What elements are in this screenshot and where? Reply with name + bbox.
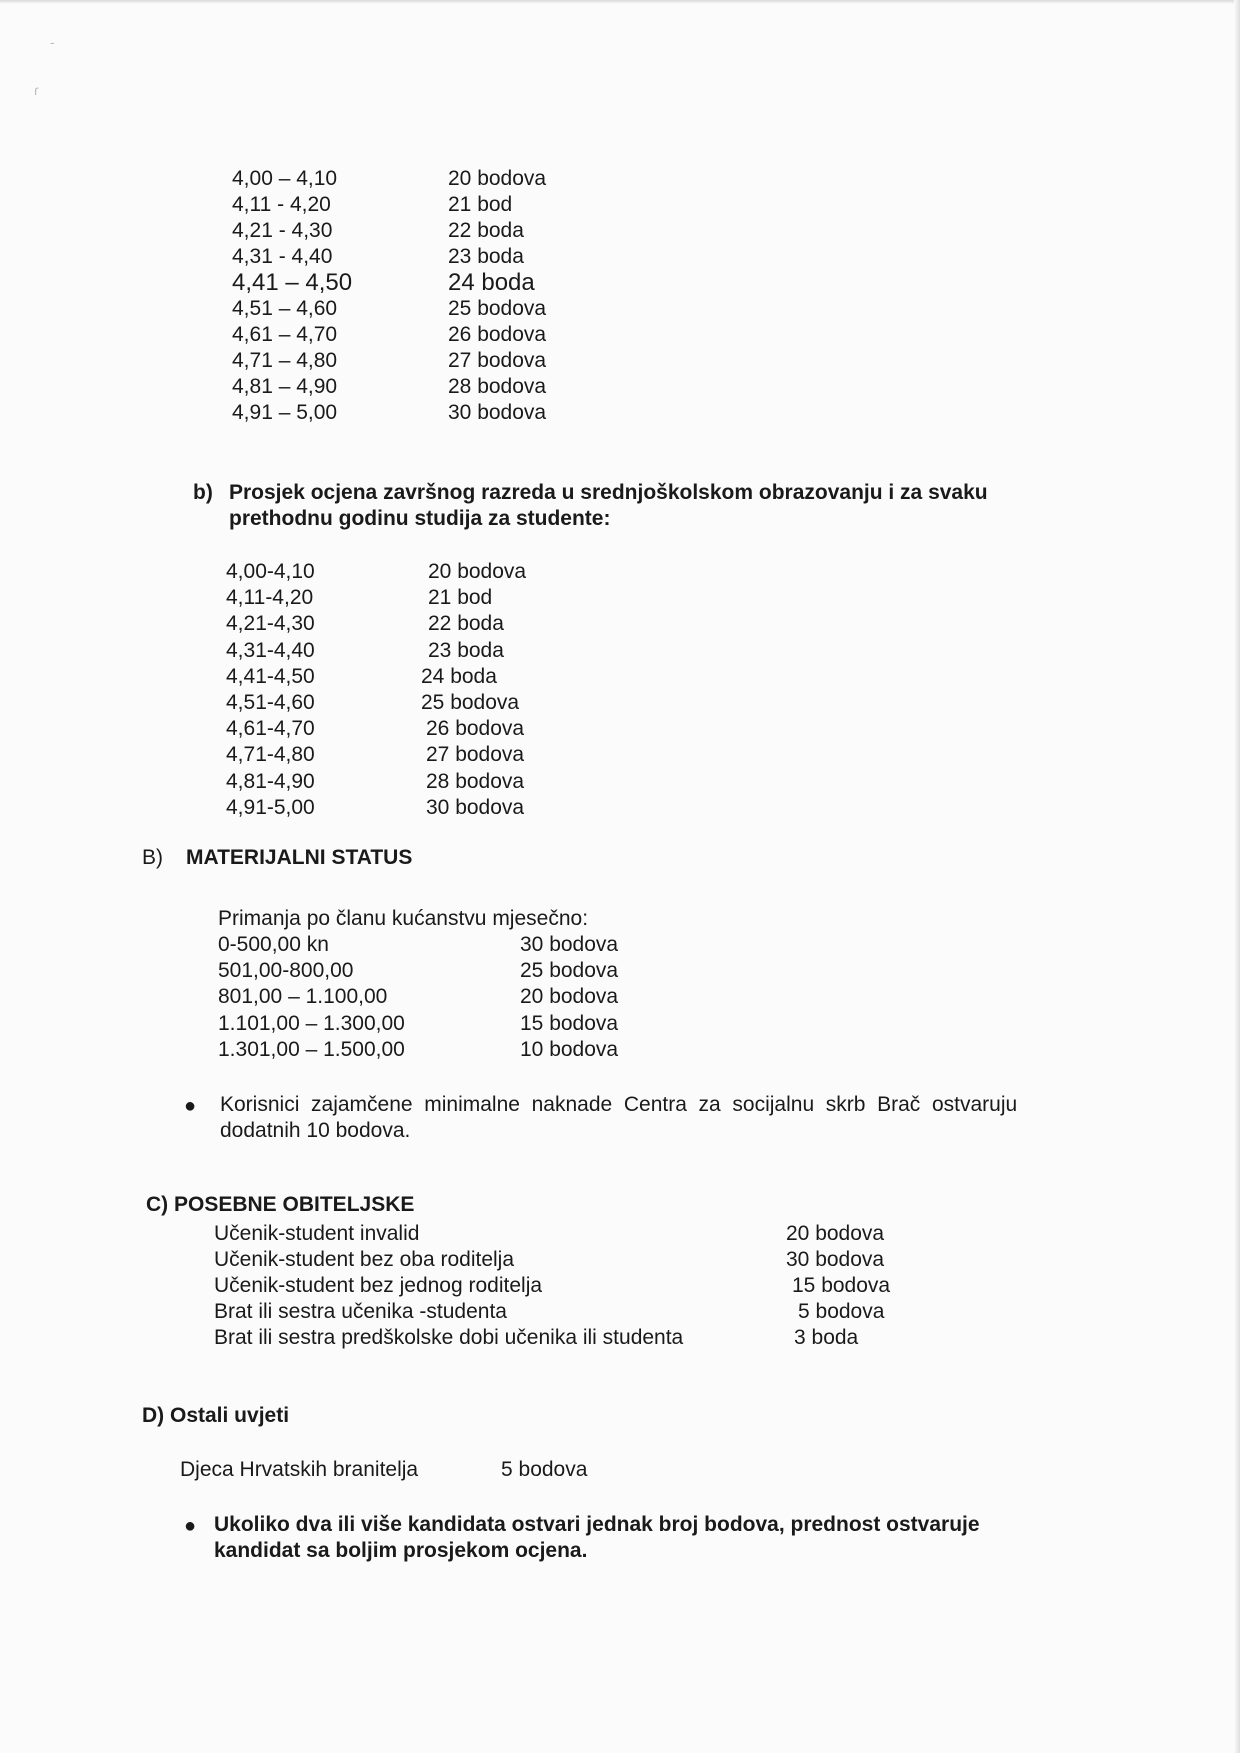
section-D-bullet-text [214,1512,1094,1564]
scan-edge-right [1234,0,1240,1753]
row-points: 22 boda [448,219,524,242]
table-row [226,742,626,768]
table-row [214,1325,914,1351]
section-B-intro: Primanja po članu kućanstvu mjesečno: [218,907,589,930]
family-table [214,1221,914,1351]
row-points: 28 bodova [426,769,525,793]
section-B-bullet-line1: Korisnici zajamčene minimalne naknade Centra za socijalnu skrb Brač ostvaruju [220,1093,1018,1116]
row-range: 1.301,00 – 1.500,00 [218,1037,405,1061]
table-row [226,585,626,611]
row-points: 27 bodova [426,743,525,767]
table-row [232,166,632,192]
row-range: 4,51-4,60 [226,690,315,714]
row-range: 4,81 – 4,90 [232,375,338,398]
row-points: 24 boda [421,664,497,688]
table-row [232,348,632,374]
row-points: 15 bodova [792,1274,891,1297]
table-row [226,611,626,637]
table-row [214,1247,914,1273]
scan-mark: - [50,34,55,50]
section-B-heading [142,845,742,873]
row-range: 4,91 – 5,00 [232,401,338,424]
row-range: 4,11-4,20 [226,586,314,610]
row-range: Učenik-student invalid [214,1222,420,1245]
row-range: 4,41 – 4,50 [232,269,353,296]
table-row [214,1221,914,1247]
table-row [214,1273,914,1299]
section-D-row-points: 5 bodova [501,1458,588,1481]
row-points: 25 bodova [448,297,547,320]
row-points: 20 bodova [520,985,619,1009]
section-B-bullet-text [220,1092,1090,1144]
scan-mark: ɾ [34,82,39,98]
score-table-b [226,559,626,821]
table-row [218,984,638,1010]
score-table-a [232,166,632,426]
row-points: 10 bodova [520,1037,619,1061]
row-range: 4,61 – 4,70 [232,323,338,346]
bullet-icon: ● [184,1095,197,1117]
section-D-row [180,1457,680,1483]
row-range: 4,81-4,90 [226,769,315,793]
row-range: 501,00-800,00 [218,959,354,983]
table-row [226,690,626,716]
table-row [232,192,632,218]
table-row [218,1037,638,1063]
section-D-row-label: Djeca Hrvatskih branitelja [180,1458,419,1481]
section-D-title: D) Ostali uvjeti [142,1404,290,1427]
row-range: 0-500,00 kn [218,933,329,956]
row-points: 20 bodova [448,167,547,190]
table-row [218,1011,638,1037]
row-range: 801,00 – 1.100,00 [218,985,388,1009]
section-C-title: C) POSEBNE OBITELJSKE [146,1193,415,1216]
row-points: 26 bodova [426,717,525,741]
row-points: 23 boda [448,245,524,268]
table-row [226,638,626,664]
table-row [226,716,626,742]
row-range: 4,00-4,10 [226,560,315,583]
row-range: 4,00 – 4,10 [232,167,338,190]
section-b-sub-heading [193,480,1093,536]
section-B-bullet-line2: dodatnih 10 bodova. [220,1119,411,1142]
row-points: 30 bodova [426,795,525,819]
table-row [214,1299,914,1325]
row-range: 4,21 - 4,30 [232,219,333,242]
row-points: 25 bodova [421,690,520,714]
row-points: 30 bodova [448,401,547,424]
row-range: 1.101,00 – 1.300,00 [218,1011,405,1035]
row-range: 4,71 – 4,80 [232,349,338,372]
section-B-title: MATERIJALNI STATUS [186,846,413,869]
row-points: 26 bodova [448,323,547,346]
table-row [232,322,632,348]
row-points: 30 bodova [520,933,619,956]
table-row [226,795,626,821]
row-range: 4,21-4,30 [226,612,315,636]
row-range: Učenik-student bez oba roditelja [214,1248,515,1271]
row-range: Brat ili sestra predškolske dobi učenika ili studenta [214,1326,684,1349]
section-B-label: B) [142,846,163,869]
row-points: 21 bod [448,193,513,216]
row-points: 20 bodova [786,1222,885,1245]
table-row [232,374,632,400]
row-points: 30 bodova [786,1248,885,1271]
table-row [226,559,626,585]
table-row [226,769,626,795]
row-points: 22 boda [428,612,504,636]
row-range: 4,71-4,80 [226,743,315,767]
row-points: 25 bodova [520,959,619,983]
row-range: 4,31-4,40 [226,638,315,662]
row-range: 4,51 – 4,60 [232,297,338,320]
table-row [226,664,626,690]
section-b-sub-line1: Prosjek ocjena završnog razreda u srednjoškolskom obrazovanju i za svaku [229,481,988,504]
row-range: Učenik-student bez jednog roditelja [214,1274,543,1297]
row-range: 4,41-4,50 [226,664,315,688]
row-points: 24 boda [448,269,535,296]
section-b-sub-label: b) [193,481,213,504]
table-row [232,218,632,244]
table-row [232,244,632,270]
row-points: 27 bodova [448,349,547,372]
table-row [232,296,632,322]
table-row [218,932,638,958]
row-points: 23 boda [428,638,504,662]
row-points: 5 bodova [798,1300,885,1323]
row-range: 4,11 - 4,20 [232,193,331,216]
section-D-bullet-line2: kandidat sa boljim prosjekom ocjena. [214,1539,588,1562]
row-points: 3 boda [794,1326,859,1349]
row-range: Brat ili sestra učenika -studenta [214,1300,507,1323]
section-D-bullet-line1: Ukoliko dva ili više kandidata ostvari jednak broj bodova, prednost ostvaruje [214,1513,980,1536]
row-range: 4,61-4,70 [226,717,315,741]
row-points: 15 bodova [520,1011,619,1035]
table-row [218,958,638,984]
table-row [232,270,632,296]
section-b-sub-line2: prethodnu godinu studija za studente: [229,507,611,530]
row-points: 21 bod [428,586,493,610]
row-points: 20 bodova [428,560,527,583]
bullet-icon: ● [184,1515,197,1537]
income-table [218,932,638,1063]
row-range: 4,31 - 4,40 [232,245,333,268]
row-points: 28 bodova [448,375,547,398]
row-range: 4,91-5,00 [226,795,315,819]
table-row [232,400,632,426]
scan-edge-top [0,0,1240,4]
